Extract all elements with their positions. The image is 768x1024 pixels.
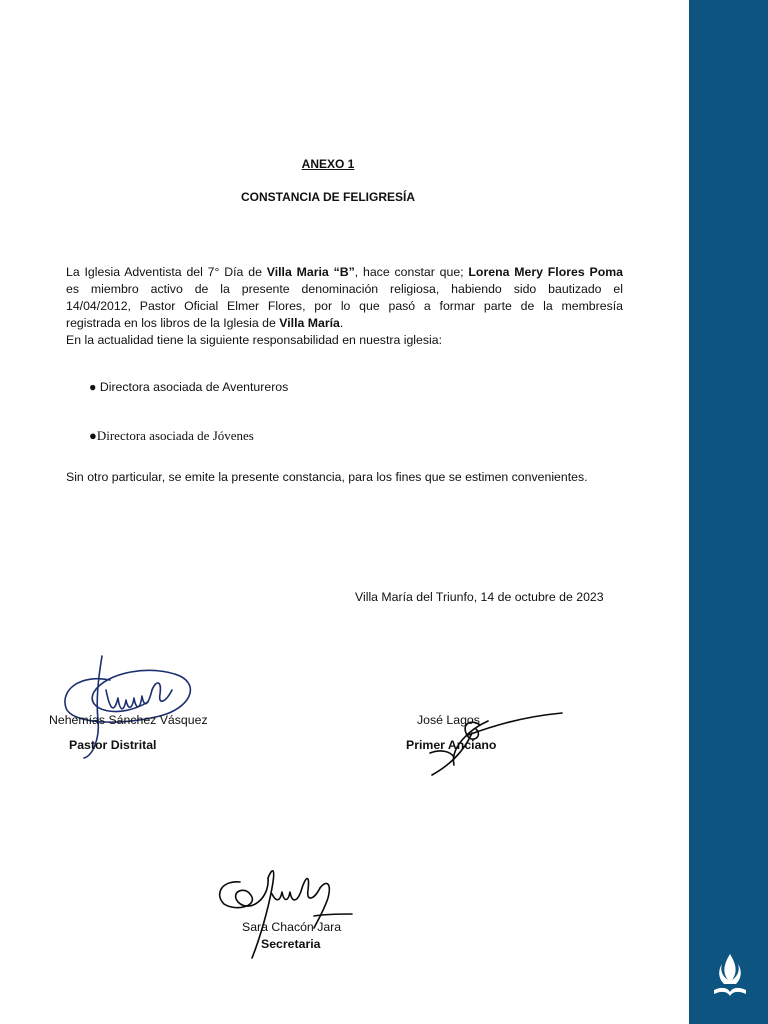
annex-heading: ANEXO 1 [301,157,355,171]
church-name: Villa Maria “B” [266,265,355,279]
text-run: registrada en los libros de la Iglesia de [66,316,280,330]
signatory-name: Nehemías Sánchez Vásquez [49,713,208,727]
body-paragraph [66,264,623,349]
text-run: . [339,316,344,330]
side-color-band [689,0,768,1024]
document-title: CONSTANCIA DE FELIGRESÍA [240,190,415,204]
paragraph-line: En la actualidad tiene la siguiente responsabilidad en nuestra iglesia: [66,333,442,347]
signatory-role: Secretaria [261,937,321,951]
text-run: La Iglesia Adventista del 7° Día de [66,265,267,279]
responsibility-item: ● Directora asociada de Aventureros [89,380,289,394]
adventist-logo-icon [708,950,752,1002]
paragraph-line: 14/04/2012, Pastor Oficial Elmer Flores, por lo que pasó a formar parte de la membresía [66,299,623,313]
closing-statement: Sin otro particular, se emite la presente constancia, para los fines que se estimen convenientes. [66,470,588,484]
signatory-name: Sara Chacón Jara [242,920,342,934]
place-and-date: Villa María del Triunfo, 14 de octubre de 2023 [355,590,604,604]
paragraph-line: es miembro activo de la presente denominación religiosa, habiendo sido bautizado el [66,282,623,296]
church-location: Villa María [279,316,340,330]
paragraph-line [66,315,623,332]
member-name: Lorena Mery Flores Poma [468,265,623,279]
responsibility-item: ●Directora asociada de Jóvenes [89,428,254,443]
text-run: , hace constar que; [354,265,469,279]
signatory-name: José Lagos [417,713,480,727]
signatory-role: Pastor Distrital [69,738,157,752]
signatory-role: Primer Anciano [406,738,497,752]
paragraph-line [66,264,623,281]
